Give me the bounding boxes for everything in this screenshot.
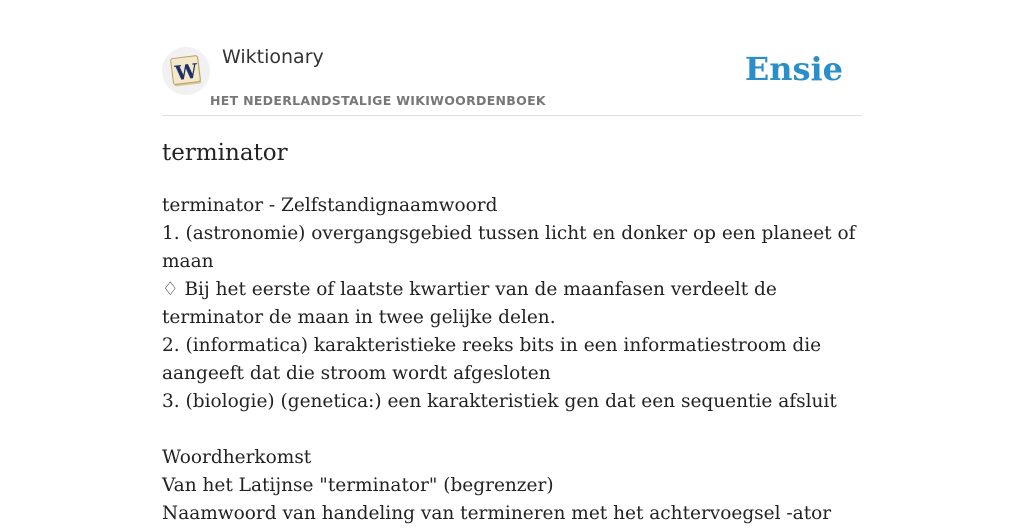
spacer	[162, 416, 862, 444]
entry-content	[162, 192, 862, 528]
definition-example: ♢ Bij het eerste of laatste kwartier van de maanfasen verdeelt de terminator de maan in twee gelijke delen.	[162, 279, 777, 328]
definition-1: 1. (astronomie) overgangsgebied tussen licht en donker op een planeet of maan	[162, 223, 856, 272]
site-tagline: HET NEDERLANDSTALIGE WIKIWOORDENBOEK	[210, 93, 546, 108]
wiktionary-logo-icon[interactable]	[162, 47, 210, 95]
svg-text:W: W	[173, 58, 199, 86]
ensie-brand-logo[interactable]: Ensie	[744, 50, 843, 88]
page-title: terminator	[162, 140, 288, 166]
etymology-line: Van het Latijnse "terminator" (begrenzer)	[162, 475, 554, 496]
wiktionary-logo-tile	[167, 52, 205, 90]
definition-3: 3. (biologie) (genetica:) een karakteristiek gen dat een sequentie afsluit	[162, 391, 837, 412]
etymology-line: Naamwoord van handeling van termineren met het achtervoegsel -ator	[162, 503, 832, 524]
definition-2: 2. (informatica) karakteristieke reeks bits in een informatiestroom die aangeeft dat die stroom wordt afgesloten	[162, 335, 822, 384]
etymology-heading: Woordherkomst	[162, 447, 312, 468]
entry-heading: terminator - Zelfstandignaamwoord	[162, 195, 498, 216]
page	[162, 0, 862, 524]
site-header	[162, 0, 862, 116]
site-name[interactable]: Wiktionary	[222, 46, 324, 68]
